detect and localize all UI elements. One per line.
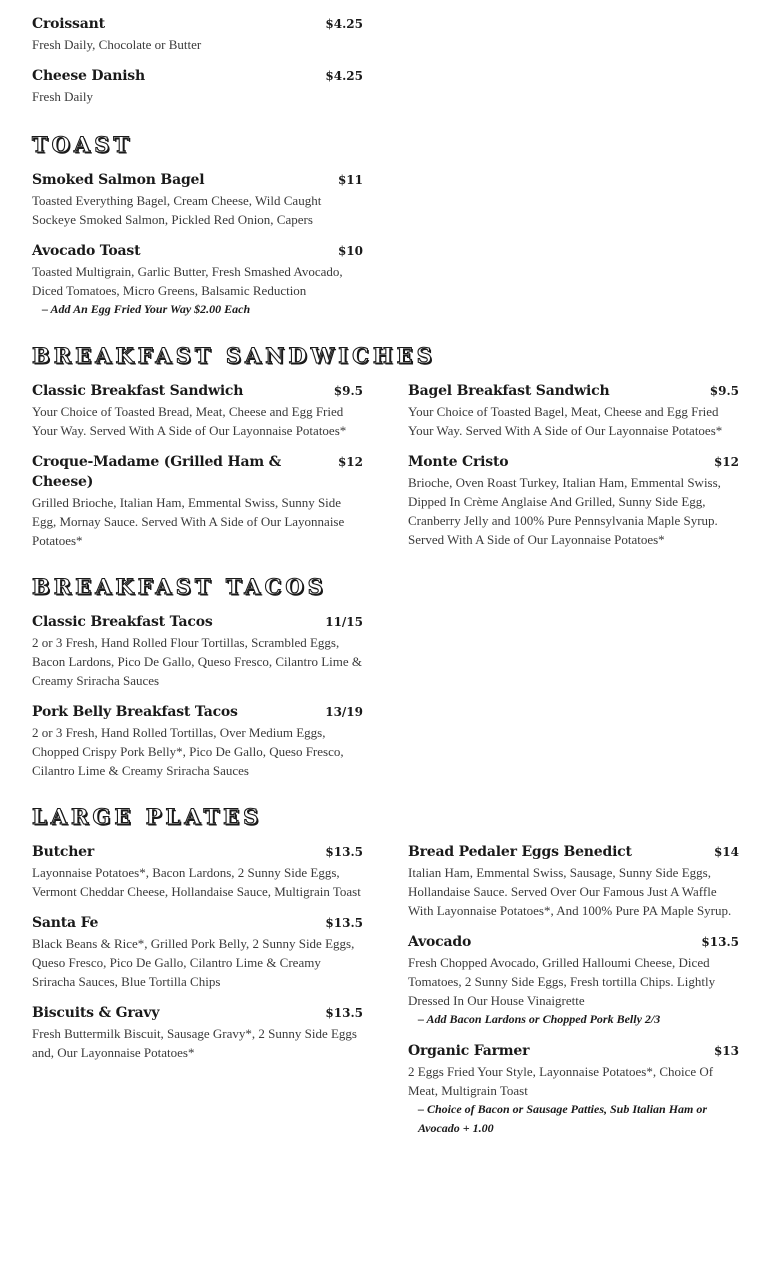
section-title-toast: TOAST [32,132,134,157]
item-price: $14 [713,845,739,859]
menu-item [408,381,739,440]
menu-page [32,14,742,1150]
item-note: – Choice of Bacon or Sausage Patties, Sub Italian Ham or Avocado + 1.00 [418,1102,708,1135]
menu-item [32,702,363,780]
item-name: Croque-Madame (Grilled Ham & Cheese) [32,454,282,490]
sandwiches-left-column [32,381,363,562]
menu-item [32,66,363,106]
menu-item [408,1041,739,1138]
item-price: $10 [337,244,363,258]
item-name: Avocado Toast [32,243,141,259]
item-price: $4.25 [325,69,363,83]
item-description: Fresh Buttermilk Biscuit, Sausage Gravy*, 2 Sunny Side Eggs and, Our Layonnaise Potatoes* [32,1026,357,1060]
menu-item [32,14,363,54]
item-description: Toasted Everything Bagel, Cream Cheese, Wild Caught Sockeye Smoked Salmon, Pickled Red Onion, Capers [32,193,322,227]
item-description: Black Beans & Rice*, Grilled Pork Belly, 2 Sunny Side Eggs, Queso Fresco, Pico De Gallo, Cilantro Lime & Creamy Sriracha Sauces, Blue Tortilla Chips [32,936,355,989]
item-name: Organic Farmer [408,1043,530,1059]
item-price: $12 [713,455,739,469]
item-name: Avocado [408,934,472,950]
menu-item [408,842,739,920]
item-price: $4.25 [325,17,363,31]
item-description: Brioche, Oven Roast Turkey, Italian Ham, Emmental Swiss, Dipped In Crème Anglaise And Grilled, Sunny Side Egg, Cranberry Jelly and 100% Pure Pennsylvania Maple Syrup. Served With A Side of Our Layonnaise Potatoes* [408,475,721,547]
item-name: Bagel Breakfast Sandwich [408,383,610,399]
sandwiches-right-column [408,381,739,562]
item-price: 11/15 [325,615,363,629]
item-name: Smoked Salmon Bagel [32,172,205,188]
section-title-large-plates: LARGE PLATES [32,804,263,829]
item-description: 2 or 3 Fresh, Hand Rolled Tortillas, Over Medium Eggs, Chopped Crispy Pork Belly*, Pico De Gallo, Queso Fresco, Cilantro Lime & Creamy Sriracha Sauces [32,725,344,778]
menu-item [408,932,739,1029]
item-name: Bread Pedaler Eggs Benedict [408,844,632,860]
item-price: $11 [337,173,363,187]
item-name: Cheese Danish [32,68,145,84]
item-note: – Add Bacon Lardons or Chopped Pork Belly 2/3 [418,1012,661,1026]
large-plates-left-column [32,842,363,1150]
menu-item [32,1003,363,1062]
item-price: $9.5 [709,384,739,398]
menu-item [408,452,739,549]
sandwiches-columns [32,381,742,562]
item-description: Italian Ham, Emmental Swiss, Sausage, Sunny Side Eggs, Hollandaise Sauce. Served Over Our Famous Just A Waffle With Layonnaise Potatoes*, And 100% Pure PA Maple Syrup. [408,865,732,918]
item-note: – Add An Egg Fried Your Way $2.00 Each [42,302,251,316]
section-title-breakfast-sandwiches: BREAKFAST SANDWICHES [32,343,436,368]
item-price: $13.5 [325,916,363,930]
menu-item [32,913,363,991]
menu-item [32,381,363,440]
item-price: $13.5 [701,935,739,949]
tacos-list [32,612,363,780]
large-plates-right-column [408,842,739,1150]
item-name: Monte Cristo [408,454,509,470]
item-description: Layonnaise Potatoes*, Bacon Lardons, 2 Sunny Side Eggs, Vermont Cheddar Cheese, Hollandaise Sauce, Multigrain Toast [32,865,361,899]
item-price: $12 [337,455,363,469]
item-price: 13/19 [325,705,363,719]
item-description: Toasted Multigrain, Garlic Butter, Fresh Smashed Avocado, Diced Tomatoes, Micro Greens, Balsamic Reduction [32,264,343,298]
item-price: $13 [713,1044,739,1058]
item-price: $13.5 [325,845,363,859]
item-description: Your Choice of Toasted Bagel, Meat, Cheese and Egg Fried Your Way. Served With A Side of Our Layonnaise Potatoes* [408,404,723,438]
item-price: $9.5 [333,384,363,398]
item-name: Classic Breakfast Sandwich [32,383,244,399]
item-name: Classic Breakfast Tacos [32,614,213,630]
pastries-list [32,14,363,106]
large-plates-columns [32,842,742,1150]
item-description: Fresh Daily, Chocolate or Butter [32,37,202,52]
item-description: Grilled Brioche, Italian Ham, Emmental Swiss, Sunny Side Egg, Mornay Sauce. Served With A Side of Our Layonnaise Potatoes* [32,495,345,548]
item-description: Fresh Chopped Avocado, Grilled Halloumi Cheese, Diced Tomatoes, 2 Sunny Side Eggs, Fresh tortilla Chips. Lightly Dressed In Our House Vinaigrette [408,955,716,1008]
item-description: Fresh Daily [32,89,94,104]
item-name: Santa Fe [32,915,99,931]
item-description: 2 or 3 Fresh, Hand Rolled Flour Tortillas, Scrambled Eggs, Bacon Lardons, Pico De Gallo, Queso Fresco, Cilantro Lime & Creamy Sriracha Sauces [32,635,362,688]
item-name: Butcher [32,844,95,860]
section-title-breakfast-tacos: BREAKFAST TACOS [32,574,327,599]
menu-item [32,241,363,319]
item-name: Pork Belly Breakfast Tacos [32,704,238,720]
menu-item [32,612,363,690]
item-price: $13.5 [325,1006,363,1020]
item-description: Your Choice of Toasted Bread, Meat, Cheese and Egg Fried Your Way. Served With A Side of Our Layonnaise Potatoes* [32,404,347,438]
menu-item [32,170,363,229]
item-description: 2 Eggs Fried Your Style, Layonnaise Potatoes*, Choice Of Meat, Multigrain Toast [408,1064,714,1098]
item-name: Biscuits & Gravy [32,1005,160,1021]
item-name: Croissant [32,16,105,32]
toast-list [32,170,363,319]
menu-item [32,842,363,901]
menu-item [32,452,363,550]
